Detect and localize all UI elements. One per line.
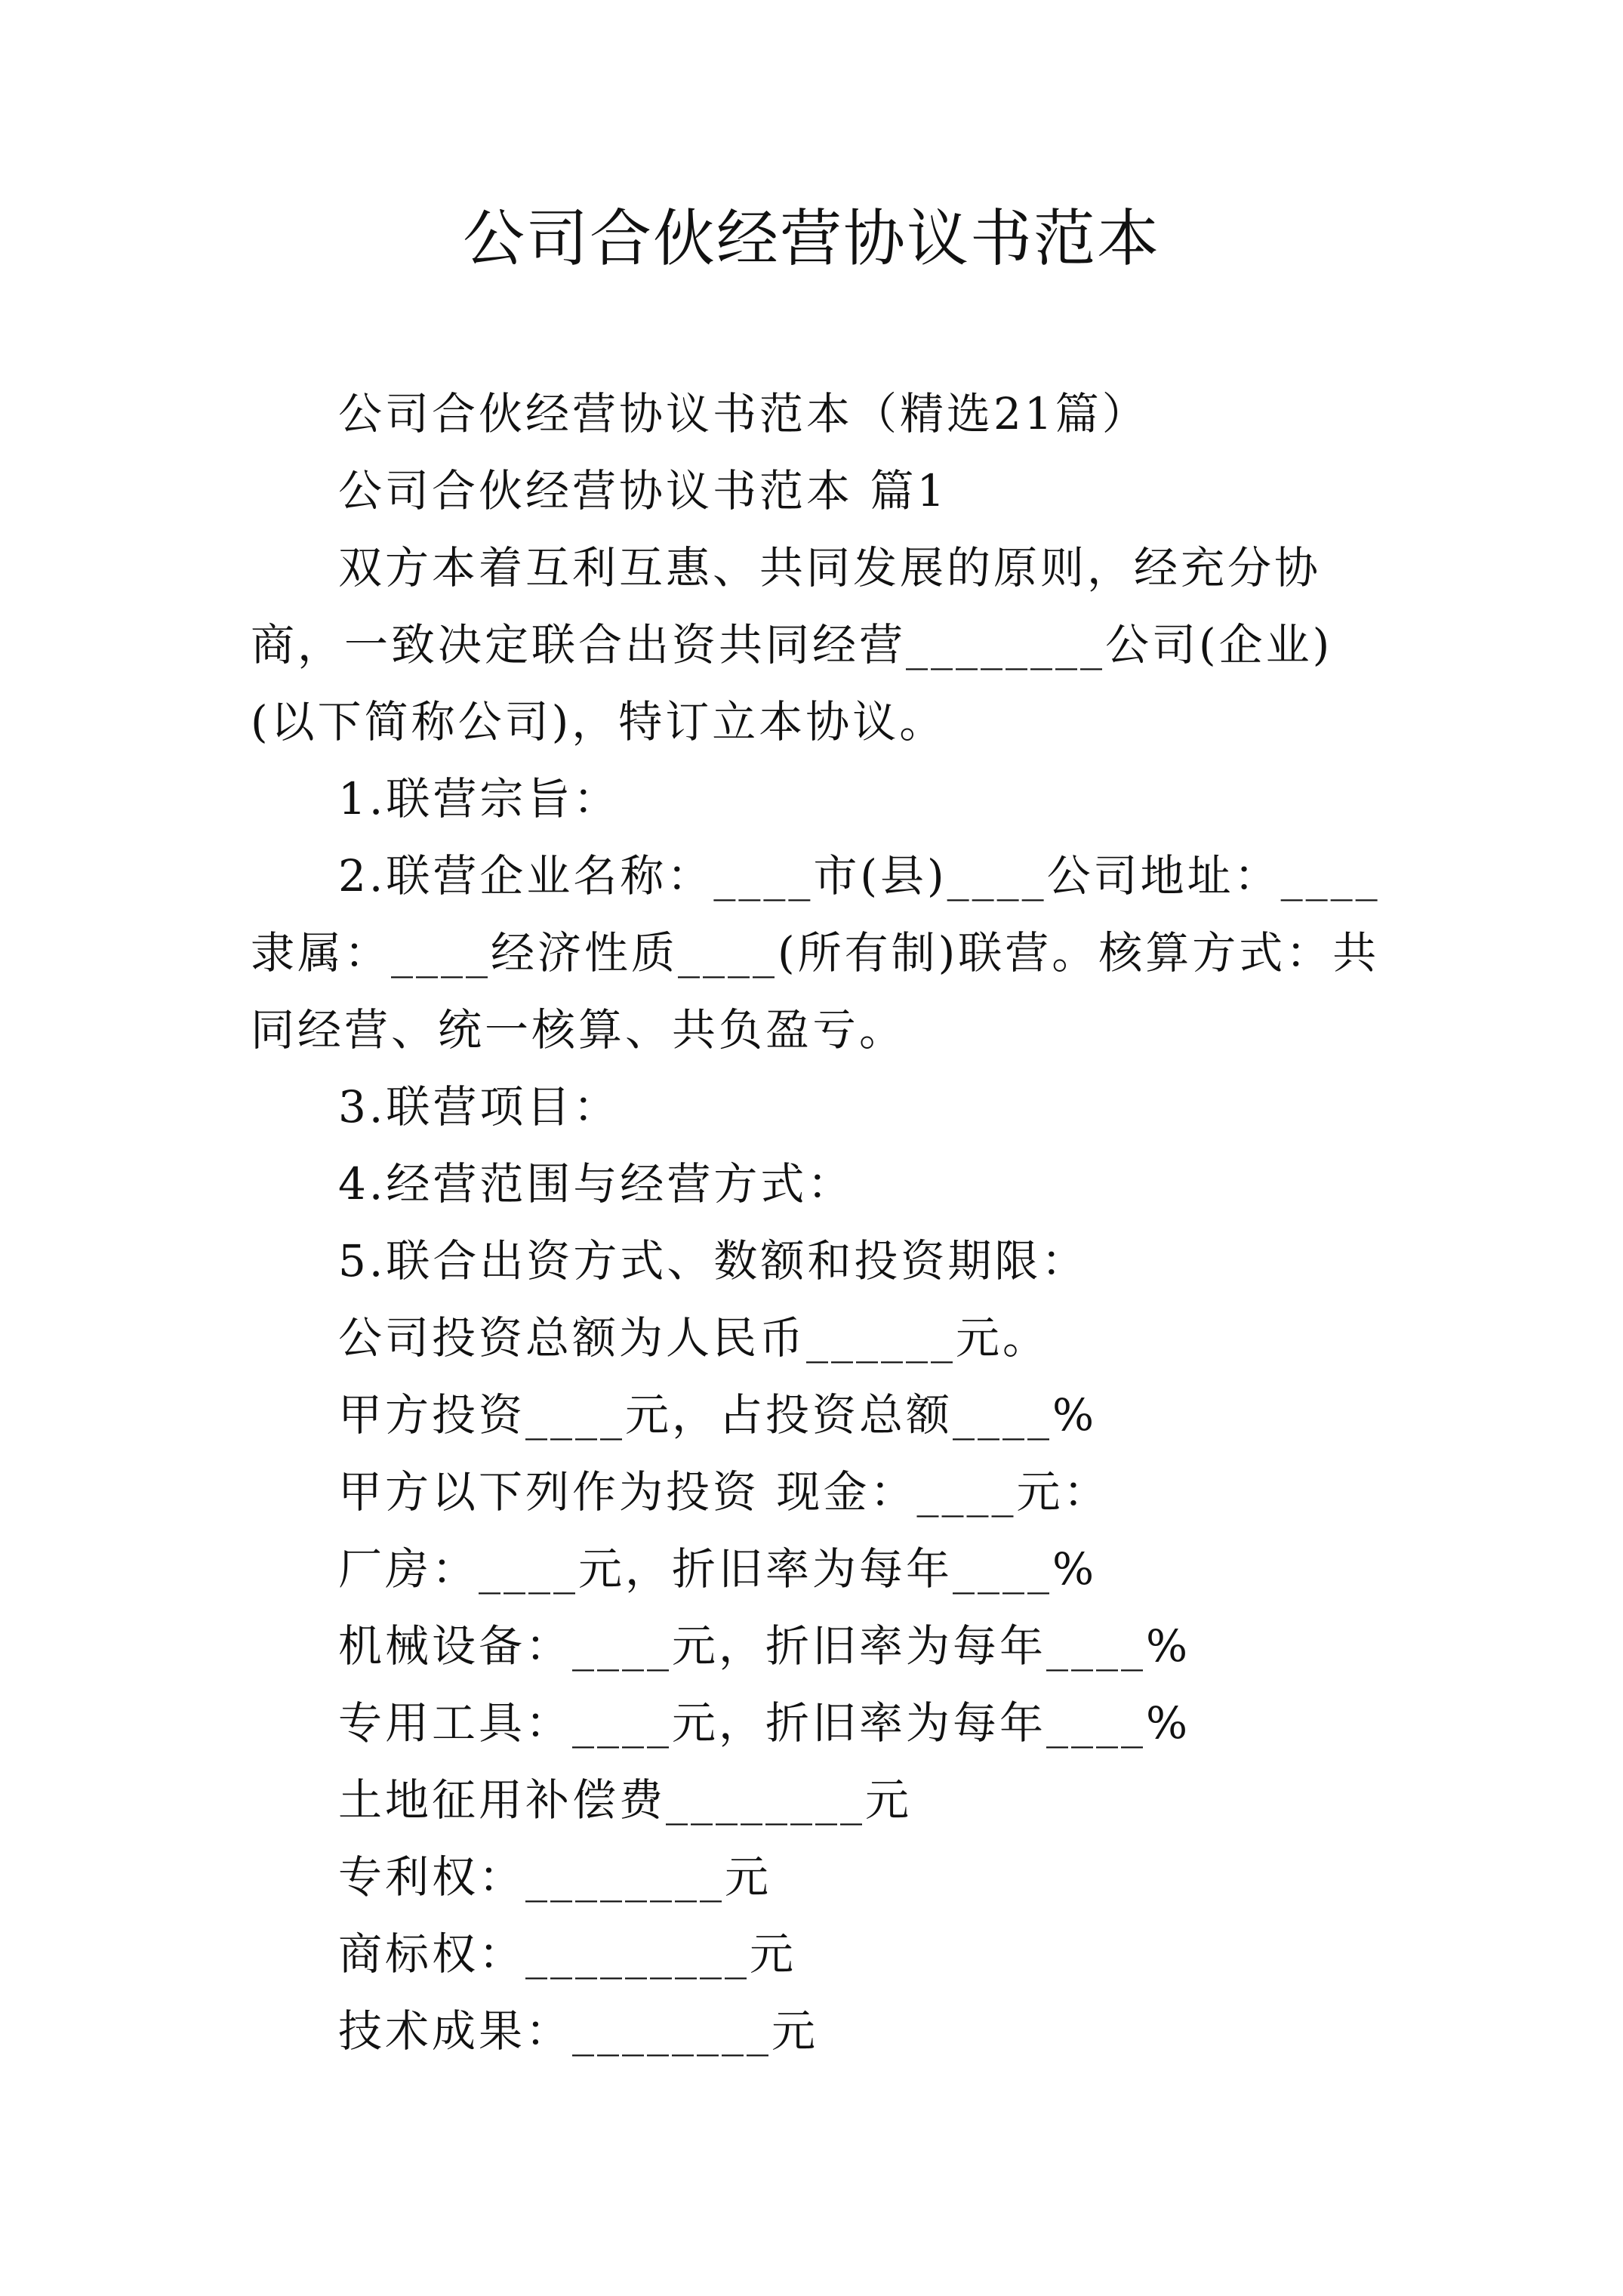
document-title: 公司合伙经营协议书范本 bbox=[462, 203, 1160, 275]
paragraph-tools: 专用工具：____元，折旧率为每年____% bbox=[338, 1697, 1191, 1749]
paragraph-intro: 双方本着互利互惠、共同发展的原则，经充分协商，一致决定联合出资共同经营________公司(企业)(以下简称公司)，特订立本协议。 bbox=[251, 542, 1333, 747]
paragraph-patent: 专利权：________元 bbox=[338, 1851, 772, 1903]
paragraph-machinery: 机械设备：____元，折旧率为每年____% bbox=[338, 1620, 1191, 1672]
paragraph-plant: 厂房：____元，折旧率为每年____% bbox=[338, 1543, 1098, 1595]
document-body bbox=[251, 375, 1383, 2069]
paragraph-trademark: 商标权：_________元 bbox=[338, 1928, 797, 1980]
paragraph-subtitle: 公司合伙经营协议书范本（精选21篇） bbox=[338, 388, 1149, 439]
paragraph-scope: 4.经营范围与经营方式： bbox=[338, 1158, 855, 1210]
paragraph-purpose: 1.联营宗旨： bbox=[338, 773, 621, 824]
paragraph-section-heading: 公司合伙经营协议书范本 篇1 bbox=[338, 465, 948, 516]
paragraph-total-investment: 公司投资总额为人民币______元。 bbox=[338, 1312, 1050, 1364]
paragraph-party-a-cash: 甲方以下列作为投资 现金：____元： bbox=[338, 1466, 1110, 1518]
paragraph-enterprise-name: 2.联营企业名称：____市(县)____公司地址：____隶属：____经济性质____(所有制)联营。核算方式：共同经营、统一核算、共负盈亏。 bbox=[251, 850, 1381, 1056]
paragraph-investment-method: 5.联合出资方式、数额和投资期限： bbox=[338, 1235, 1089, 1287]
paragraph-technology: 技术成果：________元 bbox=[338, 2005, 819, 2057]
paragraph-land-compensation: 土地征用补偿费________元 bbox=[338, 1774, 913, 1826]
paragraph-party-a-investment: 甲方投资____元，占投资总额____% bbox=[338, 1389, 1098, 1441]
paragraph-project: 3.联营项目： bbox=[338, 1081, 621, 1133]
